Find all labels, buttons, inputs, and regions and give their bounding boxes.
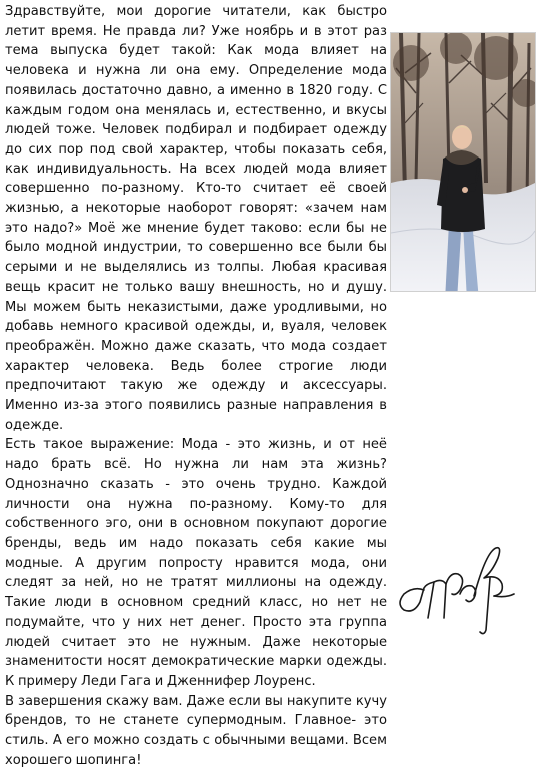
winter-park-photo [391, 33, 535, 291]
article-paragraph-1: Здравствуйте, мои дорогие читатели, как быстро летит время. Не правда ли? Уже ноябрь и в этот раз тема выпуска будет такой: Как мода влияет на человека и нужна ли она ему. Определение мода появилась достаточно давно, а именно в 1820 году. С каждым годом она менялась и, естественно, и вкусы людей тоже. Человек подбирал и подбирает одежду до сих пор под свой характер, чтобы показать себя, как индивидуальность. На всех людей мода влияет совершенно по-разному. Кто-то считает её своей жизнью, а некоторые наоборот говорят: «зачем нам это надо?» Моё же мнение будет таково: если бы не было модной индустрии, то совершенно все были бы серыми и не выделялись из толпы. Любая красивая вещь красит не только вашу внешность, но и душу. Мы можем быть неказистыми, даже уродливыми, но добавь немного красивой одежды, и, вуаля, человек преображён. Можно даже сказать, что мода создает характер человека. Ведь более строгие люди предпочитают такую же одежду и аксессуары. Именно из-за этого появились разные направления в одежде. [5, 4, 387, 433]
author-signature [394, 538, 524, 638]
article-body [5, 2, 387, 770]
article-paragraph-2: Есть такое выражение: Мода - это жизнь, и от неё надо брать всё. Но нужна ли нам эта жизнь? Однозначно сказать - это очень трудно. Каждой личности она нужна по-разному. Кому-то для собственного эго, они в основном покупают дорогие бренды, ведь им надо показать себя какие мы модные. А другим попросту нравится мода, они следят за ней, но не тратят миллионы на одежду. Такие люди в основном средний класс, но нет не подумайте, что у них нет денег. Просто эта группа людей считает это не нужным. Даже некоторые знаменитости носят демократические марки одежды. К примеру Леди Гага и Дженнифер Лоуренс. [5, 437, 387, 689]
article-paragraph-3: В завершения скажу вам. Даже если вы накупите кучу брендов, то не станете супермодным. Главное- это стиль. А его можно создать с обычными вещами. Всем хорошего шопинга! [5, 693, 387, 768]
signature-icon [394, 538, 524, 638]
author-photo [390, 32, 536, 292]
